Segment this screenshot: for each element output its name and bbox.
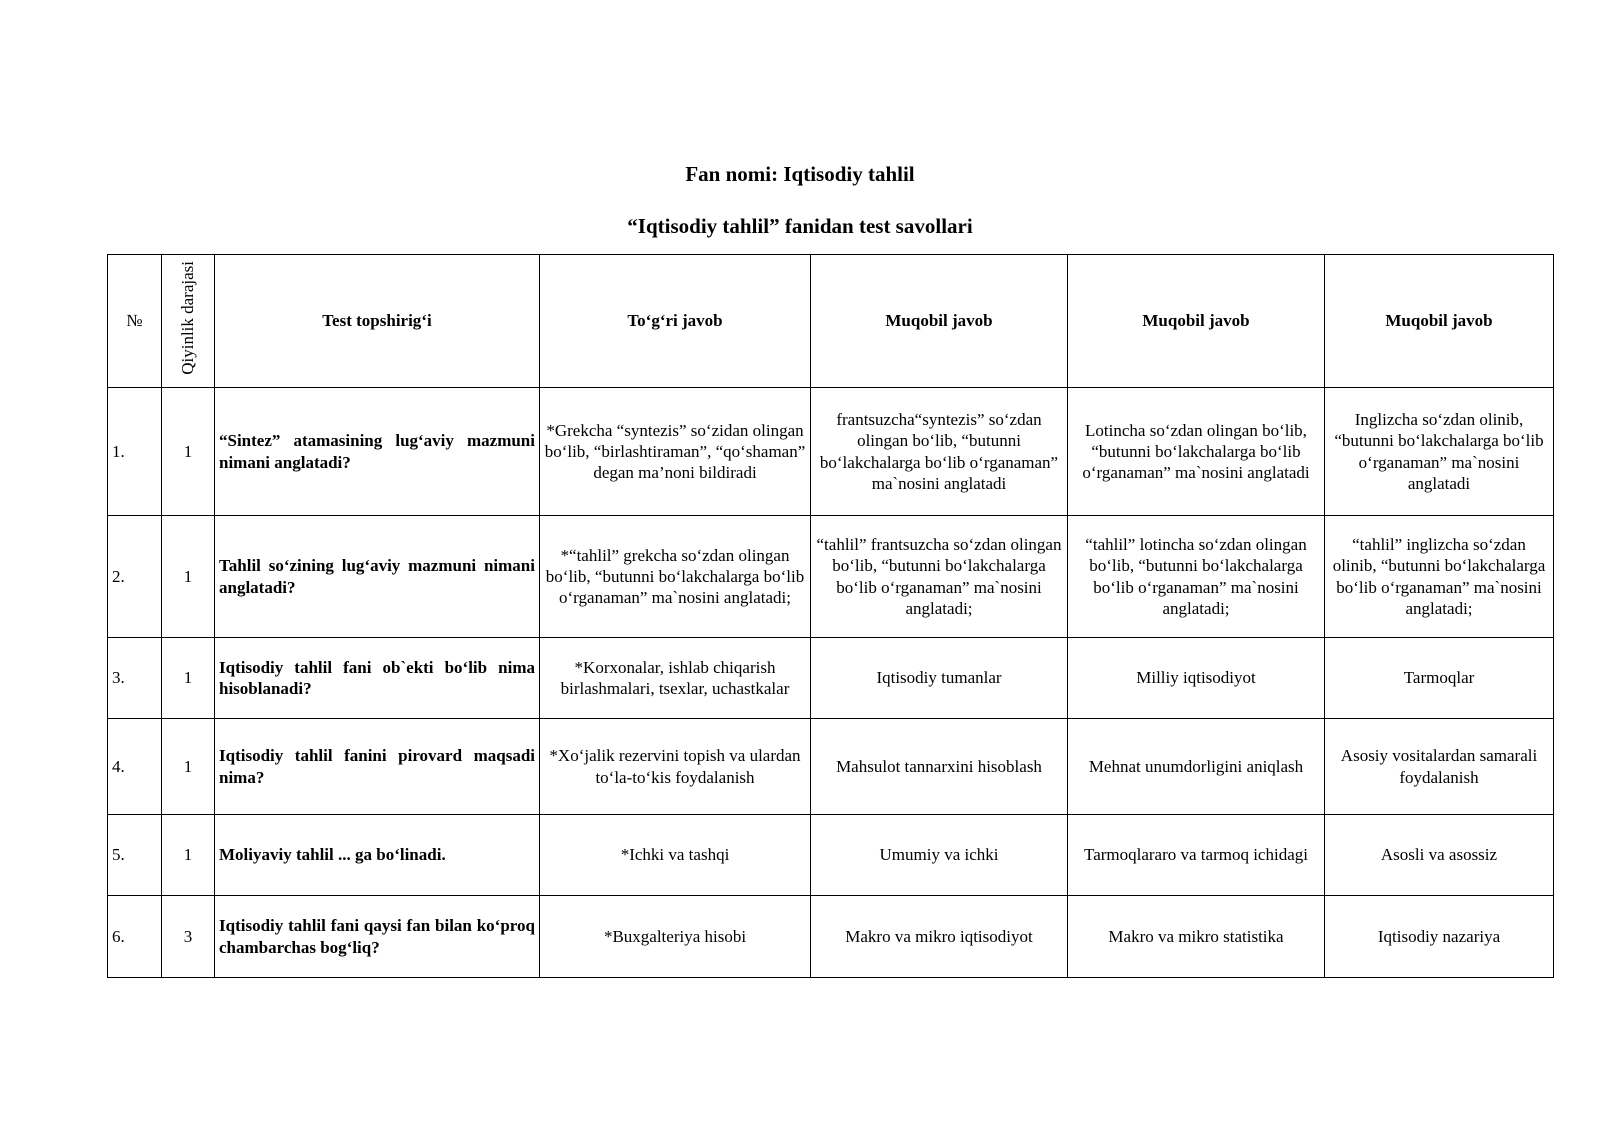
row-alternative-answer-1: Mahsulot tannarxini hisoblash	[811, 719, 1068, 815]
row-difficulty: 1	[162, 516, 215, 638]
column-header-difficulty-label: Qiyinlik darajasi	[178, 261, 198, 376]
row-alternative-answer-1: “tahlil” frantsuzcha so‘zdan olingan bo‘lib, “butunni bo‘lakchalarga bo‘lib o‘rganaman” ma`nosini anglatadi;	[811, 516, 1068, 638]
table-row	[108, 516, 1554, 638]
test-questions-table	[107, 254, 1554, 978]
row-alternative-answer-2: Milliy iqtisodiyot	[1068, 638, 1325, 719]
row-alternative-answer-2: Lotincha so‘zdan olingan bo‘lib, “butunni bo‘lakchalarga bo‘lib o‘rganaman” ma`nosini anglatadi	[1068, 388, 1325, 516]
row-alternative-answer-3: Asosli va asossiz	[1325, 815, 1554, 896]
row-alternative-answer-1: Makro va mikro iqtisodiyot	[811, 896, 1068, 978]
row-correct-answer: *Ichki va tashqi	[540, 815, 811, 896]
row-alternative-answer-3: Tarmoqlar	[1325, 638, 1554, 719]
row-question: “Sintez” atamasining lug‘aviy mazmuni nimani anglatadi?	[215, 388, 540, 516]
row-number: 6.	[108, 896, 162, 978]
column-header-alternative-answer-1: Muqobil javob	[811, 255, 1068, 388]
row-difficulty: 1	[162, 815, 215, 896]
row-question: Tahlil so‘zining lug‘aviy mazmuni nimani anglatadi?	[215, 516, 540, 638]
row-number: 3.	[108, 638, 162, 719]
row-question: Moliyaviy tahlil ... ga bo‘linadi.	[215, 815, 540, 896]
row-number: 4.	[108, 719, 162, 815]
table-row	[108, 896, 1554, 978]
row-correct-answer: *Buxgalteriya hisobi	[540, 896, 811, 978]
row-difficulty: 1	[162, 388, 215, 516]
document-subject-title: Fan nomi: Iqtisodiy tahlil	[685, 162, 915, 186]
column-header-alternative-answer-3: Muqobil javob	[1325, 255, 1554, 388]
row-alternative-answer-2: Mehnat unumdorligini aniqlash	[1068, 719, 1325, 815]
row-correct-answer: *Korxonalar, ishlab chiqarish birlashmalari, tsexlar, uchastkalar	[540, 638, 811, 719]
row-question: Iqtisodiy tahlil fani qaysi fan bilan ko‘proq chambarchas bog‘liq?	[215, 896, 540, 978]
row-number: 2.	[108, 516, 162, 638]
row-alternative-answer-2: Tarmoqlararo va tarmoq ichidagi	[1068, 815, 1325, 896]
row-question: Iqtisodiy tahlil fani ob`ekti bo‘lib nima hisoblanadi?	[215, 638, 540, 719]
row-correct-answer: *Xo‘jalik rezervini topish va ulardan to‘la-to‘kis foydalanish	[540, 719, 811, 815]
column-header-question: Test topshirig‘i	[215, 255, 540, 388]
row-number: 5.	[108, 815, 162, 896]
row-alternative-answer-2: Makro va mikro statistika	[1068, 896, 1325, 978]
table-header-row	[108, 255, 1554, 388]
row-alternative-answer-3: “tahlil” inglizcha so‘zdan olinib, “butunni bo‘lakchalarga bo‘lib o‘rganaman” ma`nosini anglatadi;	[1325, 516, 1554, 638]
row-difficulty: 3	[162, 896, 215, 978]
column-header-number: №	[108, 255, 162, 388]
row-alternative-answer-3: Asosiy vositalardan samarali foydalanish	[1325, 719, 1554, 815]
row-alternative-answer-1: Iqtisodiy tumanlar	[811, 638, 1068, 719]
row-correct-answer: *Grekcha “syntezis” so‘zidan olingan bo‘lib, “birlashtiraman”, “qo‘shaman” degan ma’noni bildiradi	[540, 388, 811, 516]
row-alternative-answer-2: “tahlil” lotincha so‘zdan olingan bo‘lib, “butunni bo‘lakchalarga bo‘lib o‘rganaman” ma`nosini anglatadi;	[1068, 516, 1325, 638]
table-row	[108, 388, 1554, 516]
row-alternative-answer-1: frantsuzcha“syntezis” so‘zdan olingan bo‘lib, “butunni bo‘lakchalarga bo‘lib o‘rganaman” ma`nosini anglatadi	[811, 388, 1068, 516]
row-alternative-answer-1: Umumiy va ichki	[811, 815, 1068, 896]
row-number: 1.	[108, 388, 162, 516]
table-row	[108, 815, 1554, 896]
row-correct-answer: *“tahlil” grekcha so‘zdan olingan bo‘lib, “butunni bo‘lakchalarga bo‘lib o‘rganaman” ma`nosini anglatadi;	[540, 516, 811, 638]
table-row	[108, 638, 1554, 719]
row-alternative-answer-3: Inglizcha so‘zdan olinib, “butunni bo‘lakchalarga bo‘lib o‘rganaman” ma`nosini anglatadi	[1325, 388, 1554, 516]
row-difficulty: 1	[162, 719, 215, 815]
row-alternative-answer-3: Iqtisodiy nazariya	[1325, 896, 1554, 978]
row-question: Iqtisodiy tahlil fanini pirovard maqsadi nima?	[215, 719, 540, 815]
column-header-correct-answer: To‘g‘ri javob	[540, 255, 811, 388]
table-row	[108, 719, 1554, 815]
column-header-difficulty	[162, 255, 215, 388]
column-header-alternative-answer-2: Muqobil javob	[1068, 255, 1325, 388]
row-difficulty: 1	[162, 638, 215, 719]
document-subtitle: “Iqtisodiy tahlil” fanidan test savollari	[627, 214, 973, 238]
